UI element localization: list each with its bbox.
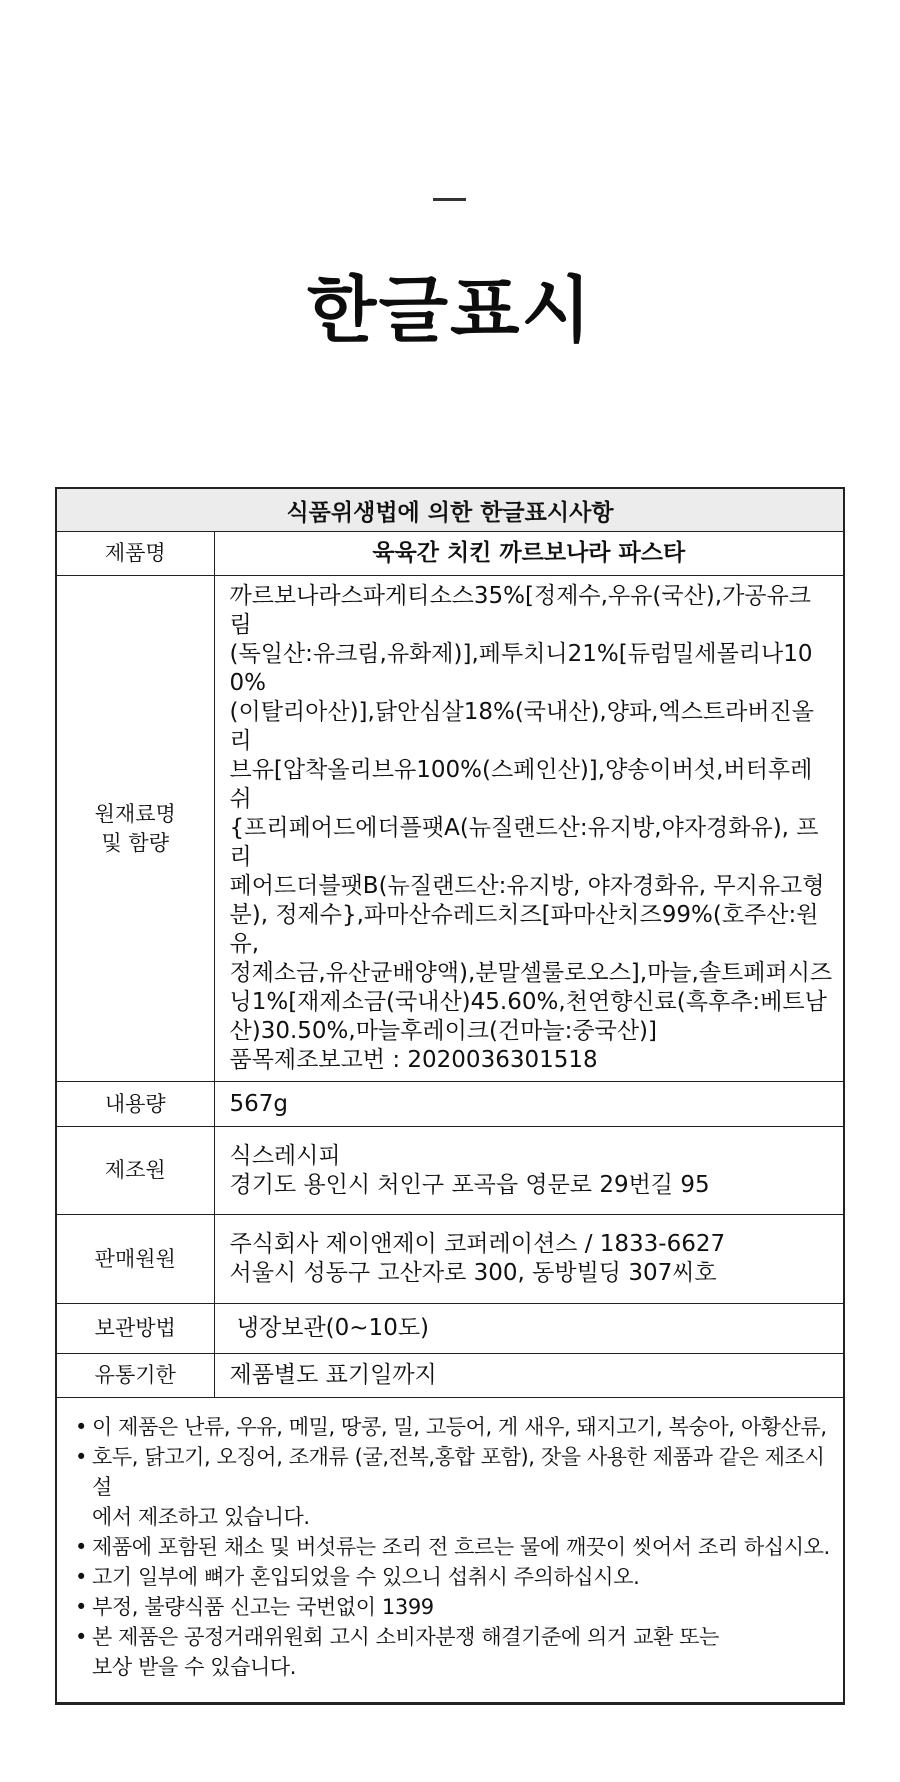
- expiry-key: 유통기한: [57, 1354, 214, 1398]
- seller-row: [57, 1215, 843, 1304]
- note-line: • 이 제품은 난류, 우유, 메밀, 땅콩, 밀, 고등어, 게 새우, 돼지고기, 복숭아, 아황산류,: [92, 1415, 827, 1439]
- seller-value: [214, 1215, 843, 1304]
- storage-key: 보관방법: [57, 1304, 214, 1354]
- label-header-row: [57, 489, 843, 532]
- ingredients-line: 분), 정제수},파마산슈레드치즈[파마산치즈99%(호주산:원유,: [229, 902, 819, 957]
- ingredients-value: [214, 576, 843, 1082]
- ingredients-line: 닝1%[재제소금(국내산)45.60%,천연향신료(흑후추:베트남: [229, 989, 827, 1015]
- ingredients-line: 정제소금,유산균배양액),분말셀룰로오스],마늘,솔트페퍼시즈: [229, 960, 833, 986]
- manufacturer-key: 제조원: [57, 1127, 214, 1215]
- note-line: • 제품에 포함된 채소 및 버섯류는 조리 전 흐르는 물에 깨끗이 씻어서 조리 하십시오.: [92, 1535, 830, 1559]
- ingredients-key-line: 원재료명: [94, 801, 176, 826]
- ingredients-line: 까르보나라스파게티소스35%[정제수,우유(국산),가공유크림: [229, 583, 811, 638]
- net-content-key: 내용량: [57, 1082, 214, 1127]
- manufacturer-row: [57, 1127, 843, 1215]
- ingredients-line: 페어드더블팻B(뉴질랜드산:유지방, 야자경화유, 무지유고형: [229, 873, 825, 899]
- note-item: [73, 1532, 835, 1562]
- report-number-line: 품목제조보고번 : 2020036301518: [229, 1047, 598, 1073]
- notes-row: [57, 1398, 843, 1703]
- note-line: • 본 제품은 공정거래위원회 고시 소비자분쟁 해결기준에 의거 교환 또는: [92, 1625, 719, 1649]
- seller-key: 판매원원: [57, 1215, 214, 1304]
- note-line: • 고기 일부에 뼈가 혼입되었을 수 있으니 섭취시 주의하십시오.: [92, 1565, 640, 1589]
- expiry-row: [57, 1354, 843, 1398]
- net-content-row: [57, 1082, 843, 1127]
- note-line: • 호두, 닭고기, 오징어, 조개류 (굴,전복,홍합 포함), 잣을 사용한 제품과 같은 제조시설: [92, 1445, 825, 1499]
- storage-value: 냉장보관(0~10도): [214, 1304, 843, 1354]
- ingredients-line: {프리페어드에더플팻A(뉴질랜드산:유지방,야자경화유), 프리: [229, 815, 819, 870]
- manufacturer-line: 경기도 용인시 처인구 포곡읍 영문로 29번길 95: [229, 1171, 710, 1198]
- note-item: [73, 1622, 835, 1682]
- product-name-row: [57, 532, 843, 576]
- note-item: [73, 1592, 835, 1622]
- ingredients-line: (이탈리아산)],닭안심살18%(국내산),양파,엑스트라버진올리: [229, 699, 814, 754]
- page-title: 한글표시: [306, 268, 594, 352]
- ingredients-row: [57, 576, 843, 1082]
- note-item: [73, 1412, 835, 1442]
- note-item: [73, 1442, 835, 1532]
- manufacturer-value: [214, 1127, 843, 1215]
- note-line: 에서 제조하고 있습니다.: [92, 1505, 310, 1529]
- notes-list: [73, 1412, 835, 1682]
- ingredients-line: 산)30.50%,마늘후레이크(건마늘:중국산)]: [229, 1018, 657, 1044]
- note-line: 보상 받을 수 있습니다.: [92, 1655, 297, 1679]
- notes-cell: [57, 1398, 843, 1703]
- seller-line: 서울시 성동구 고산자로 300, 동방빌딩 307씨호: [229, 1260, 717, 1286]
- label-table: [57, 489, 843, 1703]
- expiry-value: 제품별도 표기일까지: [214, 1354, 843, 1398]
- ingredients-line: (독일산:유크림,유화제)],페투치니21%[듀럼밀세몰리나100%: [229, 641, 813, 696]
- net-content-value: 567g: [214, 1082, 843, 1127]
- storage-row: [57, 1304, 843, 1354]
- ingredients-key-line: 및 함량: [101, 830, 170, 855]
- decorative-dash: [433, 198, 466, 201]
- label-header: 식품위생법에 의한 한글표시사항: [57, 489, 843, 532]
- note-item: [73, 1562, 835, 1592]
- product-name-value: 육육간 치킨 까르보나라 파스타: [214, 532, 843, 576]
- seller-line: 주식회사 제이앤제이 코퍼레이션스 / 1833-6627: [229, 1231, 726, 1257]
- manufacturer-line: 식스레시피: [229, 1142, 341, 1169]
- ingredients-key: [57, 576, 214, 1082]
- product-name-key: 제품명: [57, 532, 214, 576]
- ingredients-line: 브유[압착올리브유100%(스페인산)],양송이버섯,버터후레쉬: [229, 757, 813, 812]
- note-line: • 부정, 불량식품 신고는 국번없이 1399: [92, 1595, 434, 1619]
- korean-label-table: [55, 487, 845, 1705]
